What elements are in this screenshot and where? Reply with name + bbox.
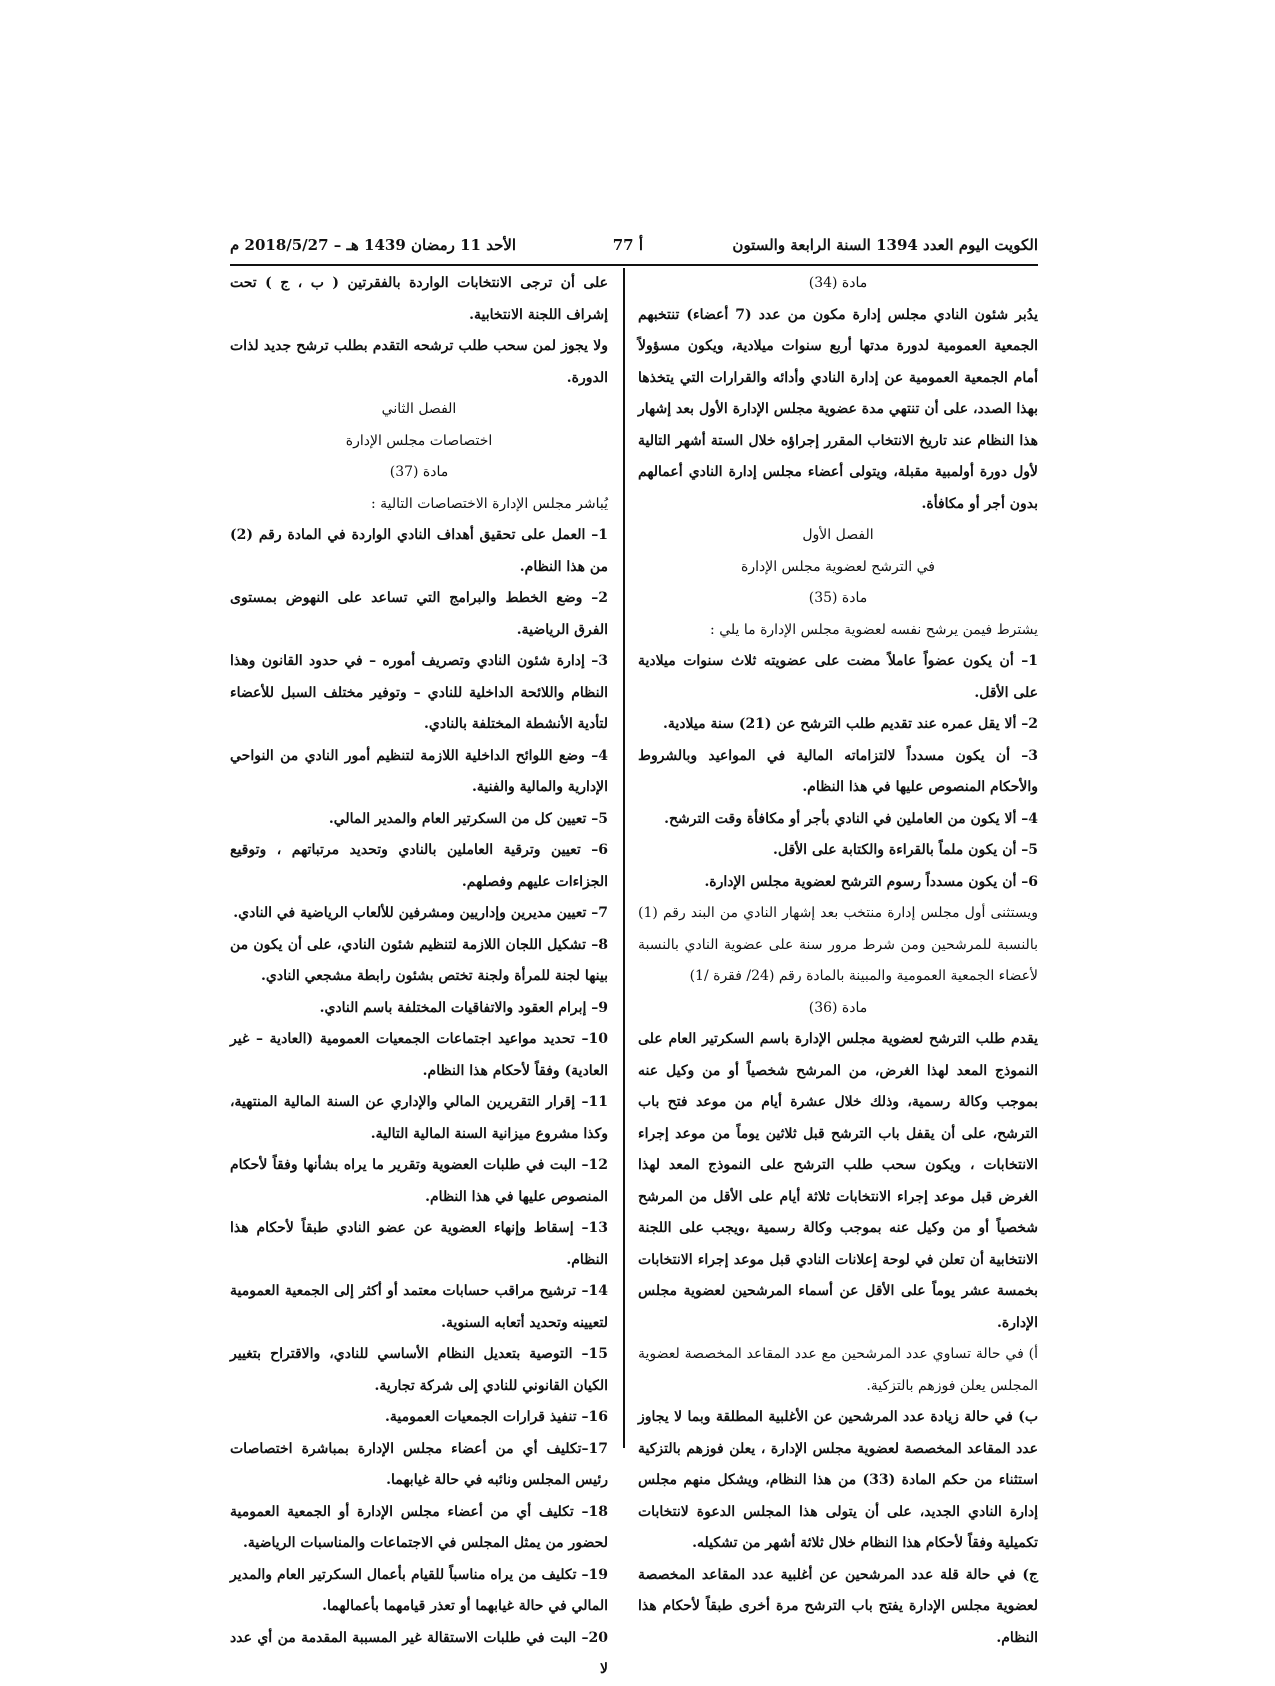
article-36-clause-a: أ) في حالة تساوي عدد المرشحين مع عدد المقاعد المخصصة لعضوية المجلس يعلن فوزهم بالتزكية. xyxy=(638,1346,1038,1394)
right-column xyxy=(638,268,1038,1654)
article-37-item: 3– إدارة شئون النادي وتصريف أموره – في حدود القانون وهذا النظام واللائحة الداخلية للنادي – وتوفير مختلف السبل للأعضاء لتأدية الأنشطة المختلفة بالنادي. xyxy=(230,653,608,732)
article-37-item: 16– تنفيذ قرارات الجمعيات العمومية. xyxy=(385,1409,608,1425)
chapter-2-title: الفصل الثاني xyxy=(381,401,457,417)
article-34-text: يدُبر شئون النادي مجلس إدارة مكون من عدد (7 أعضاء) تنتخبهم الجمعية العمومية لدورة مدتها أربع سنوات ميلادية، ويكون مسؤولاً أمام الجمعية العمومية عن إدارة النادي وأدائه والقرارات التي يتخذها بهذا الصدد، على أن تنتهي مدة عضوية مجلس الإدارة الأول بعد إشهار هذا النظام عند تاريخ الانتخاب المقرر إجراؤه خلال الستة أشهر التالية لأول دورة أولمبية مقبلة، ويتولى أعضاء مجلس إدارة النادي أعمالهم بدون أجر أو مكافأة. xyxy=(638,306,1039,512)
article-37-intro: يُباشر مجلس الإدارة الاختصاصات التالية : xyxy=(370,495,608,512)
article-34-title: مادة (34) xyxy=(808,275,868,291)
article-35-item-5: 5– أن يكون ملماً بالقراءة والكتابة على الأقل. xyxy=(773,842,1038,858)
header-date: الأحد 11 رمضان 1439 هـ – 2018/5/27 م xyxy=(230,236,517,254)
article-37-item: 20– البت في طلبات الاستقالة غير المسببة المقدمة من أي عدد لا xyxy=(230,1629,608,1677)
article-37-item: 19– تكليف من يراه مناسباً للقيام بأعمال السكرتير العام والمدير المالي في حالة غيابهما أو تعذر قيامهما بأعمالهما. xyxy=(230,1566,608,1614)
article-35-exception: ويستثنى أول مجلس إدارة منتخب بعد إشهار النادي من البند رقم (1) بالنسبة للمرشحين ومن شرط مرور سنة على عضوية النادي بالنسبة لأعضاء الجمعية العمومية والمبينة بالمادة رقم (24/ فقرة /1) xyxy=(638,905,1038,984)
article-37-item: 18– تكليف أي من أعضاء مجلس الإدارة أو الجمعية العمومية لحضور من يمثل المجلس في الاجتماعات والمناسبات الرياضية. xyxy=(230,1503,608,1551)
chapter-1-subtitle: في الترشح لعضوية مجلس الإدارة xyxy=(741,558,935,575)
article-37-item: 7– تعيين مديرين وإداريين ومشرفين للألعاب الرياضية في النادي. xyxy=(233,905,608,921)
article-35-item-1: 1– أن يكون عضواً عاملاً مضت على عضويته ثلاث سنوات ميلادية على الأقل. xyxy=(638,653,1038,701)
article-36-title: مادة (36) xyxy=(808,999,868,1016)
article-35-intro: يشترط فيمن يرشح نفسه لعضوية مجلس الإدارة ما يلي : xyxy=(710,621,1038,638)
withdrawal-text: ولا يجوز لمن سحب طلب ترشحه التقدم بطلب ترشح جديد لذات الدورة. xyxy=(230,338,608,386)
article-37-item: 15– التوصية بتعديل النظام الأساسي للنادي، والاقتراح بتغيير الكيان القانوني للنادي إلى شركة تجارية. xyxy=(230,1346,608,1394)
article-35-item-4: 4– ألا يكون من العاملين في النادي بأجر أو مكافأة وقت الترشح. xyxy=(664,810,1038,827)
article-37-item: 17–تكليف أي من أعضاء مجلس الإدارة بمباشرة اختصاصات رئيس المجلس ونائبه في حالة غيابهما. xyxy=(230,1440,608,1488)
article-35-item-2: 2– ألا يقل عمره عند تقديم طلب الترشح عن (21) سنة ميلادية. xyxy=(663,716,1038,732)
article-37-item: 8– تشكيل اللجان اللازمة لتنظيم شئون النادي، على أن يكون من بينها لجنة للمرأة ولجنة تختص بشئون رابطة مشجعي النادي. xyxy=(230,936,608,984)
article-35-title: مادة (35) xyxy=(808,590,868,606)
column-divider xyxy=(623,268,625,1448)
article-35-item-3: 3– أن يكون مسدداً لالتزاماته المالية في المواعيد وبالشروط والأحكام المنصوص عليها في هذا النظام. xyxy=(638,747,1038,795)
article-37-item: 5– تعيين كل من السكرتير العام والمدير المالي. xyxy=(328,810,608,827)
article-37-item: 2– وضع الخطط والبرامج التي تساعد على النهوض بمستوى الفرق الرياضية. xyxy=(230,590,608,638)
header-divider xyxy=(230,264,1038,266)
chapter-1-title: الفصل الأول xyxy=(802,527,874,543)
article-37-item: 12– البت في طلبات العضوية وتقرير ما يراه بشأنها وفقاً لأحكام المنصوص عليها في هذا النظام. xyxy=(230,1157,608,1205)
article-37-item: 13– إسقاط وإنهاء العضوية عن عضو النادي طبقاً لأحكام هذا النظام. xyxy=(230,1220,608,1268)
left-column xyxy=(230,268,608,1686)
article-37-title: مادة (37) xyxy=(389,464,449,480)
chapter-2-subtitle: اختصاصات مجلس الإدارة xyxy=(345,432,493,449)
article-36-clause-c: ج) في حالة قلة عدد المرشحين عن أغلبية عدد المقاعد المخصصة لعضوية مجلس الإدارة يفتح باب الترشح مرة أخرى طبقاً لأحكام هذا النظام. xyxy=(638,1566,1038,1646)
article-37-item: 10– تحديد مواعيد اجتماعات الجمعيات العمومية (العادية – غير العادية) وفقاً لأحكام هذا النظام. xyxy=(230,1031,608,1079)
article-37-item: 6– تعيين وترقية العاملين بالنادي وتحديد مرتباتهم ، وتوقيع الجزاءات عليهم وفصلهم. xyxy=(230,842,608,890)
article-37-item: 11– إقرار التقريرين المالي والإداري عن السنة المالية المنتهية، وكذا مشروع ميزانية السنة المالية التالية. xyxy=(230,1094,608,1142)
article-36-text: يقدم طلب الترشح لعضوية مجلس الإدارة باسم السكرتير العام على النموذج المعد لهذا الغرض، من المرشح شخصياً أو من وكيل عنه بموجب وكالة رسمية، وذلك خلال عشرة أيام من موعد فتح باب الترشح، على أن يقفل باب الترشح قبل ثلاثين يوماً من موعد إجراء الانتخابات ، ويكون سحب طلب الترشح على النموذج المعد لهذا الغرض قبل موعد إجراء الانتخابات ثلاثة أيام على الأقل من المرشح شخصياً أو من وكيل عنه بموجب وكالة رسمية ،ويجب على اللجنة الانتخابية أن تعلن في لوحة إعلانات النادي قبل موعد إجراء الانتخابات بخمسة عشر يوماً على الأقل عن أسماء المرشحين لعضوية مجلس الإدارة. xyxy=(638,1031,1038,1331)
header-page-number: أ 77 xyxy=(612,236,643,254)
article-37-item: 14– ترشيح مراقب حسابات معتمد أو أكثر إلى الجمعية العمومية لتعيينه وتحديد أتعابه السنوية. xyxy=(230,1283,608,1331)
header-publication: الكويت اليوم العدد 1394 السنة الرابعة والستون xyxy=(732,236,1038,254)
article-37-item: 9– إبرام العقود والاتفاقيات المختلفة باسم النادي. xyxy=(319,999,608,1016)
article-35-item-6: 6– أن يكون مسدداً رسوم الترشح لعضوية مجلس الإدارة. xyxy=(704,873,1038,890)
article-37-item: 1– العمل على تحقيق أهداف النادي الواردة في المادة رقم (2) من هذا النظام. xyxy=(230,527,608,575)
page-header xyxy=(230,236,1038,260)
continuation-text: على أن ترجى الانتخابات الواردة بالفقرتين ( ب ، ج ) تحت إشراف اللجنة الانتخابية. xyxy=(230,275,608,323)
article-36-clause-b: ب) في حالة زيادة عدد المرشحين عن الأغلبية المطلقة وبما لا يجاوز عدد المقاعد المخصصة لعضوية مجلس الإدارة ، يعلن فوزهم بالتزكية استثناء من حكم المادة (33) من هذا النظام، ويشكل منهم مجلس إدارة النادي الجديد، على أن يتولى هذا المجلس الدعوة لانتخابات تكميلية وفقاً لأحكام هذا النظام خلال ثلاثة أشهر من تشكيله. xyxy=(638,1409,1038,1551)
article-37-item: 4– وضع اللوائح الداخلية اللازمة لتنظيم أمور النادي من النواحي الإدارية والمالية والفنية. xyxy=(230,747,608,795)
